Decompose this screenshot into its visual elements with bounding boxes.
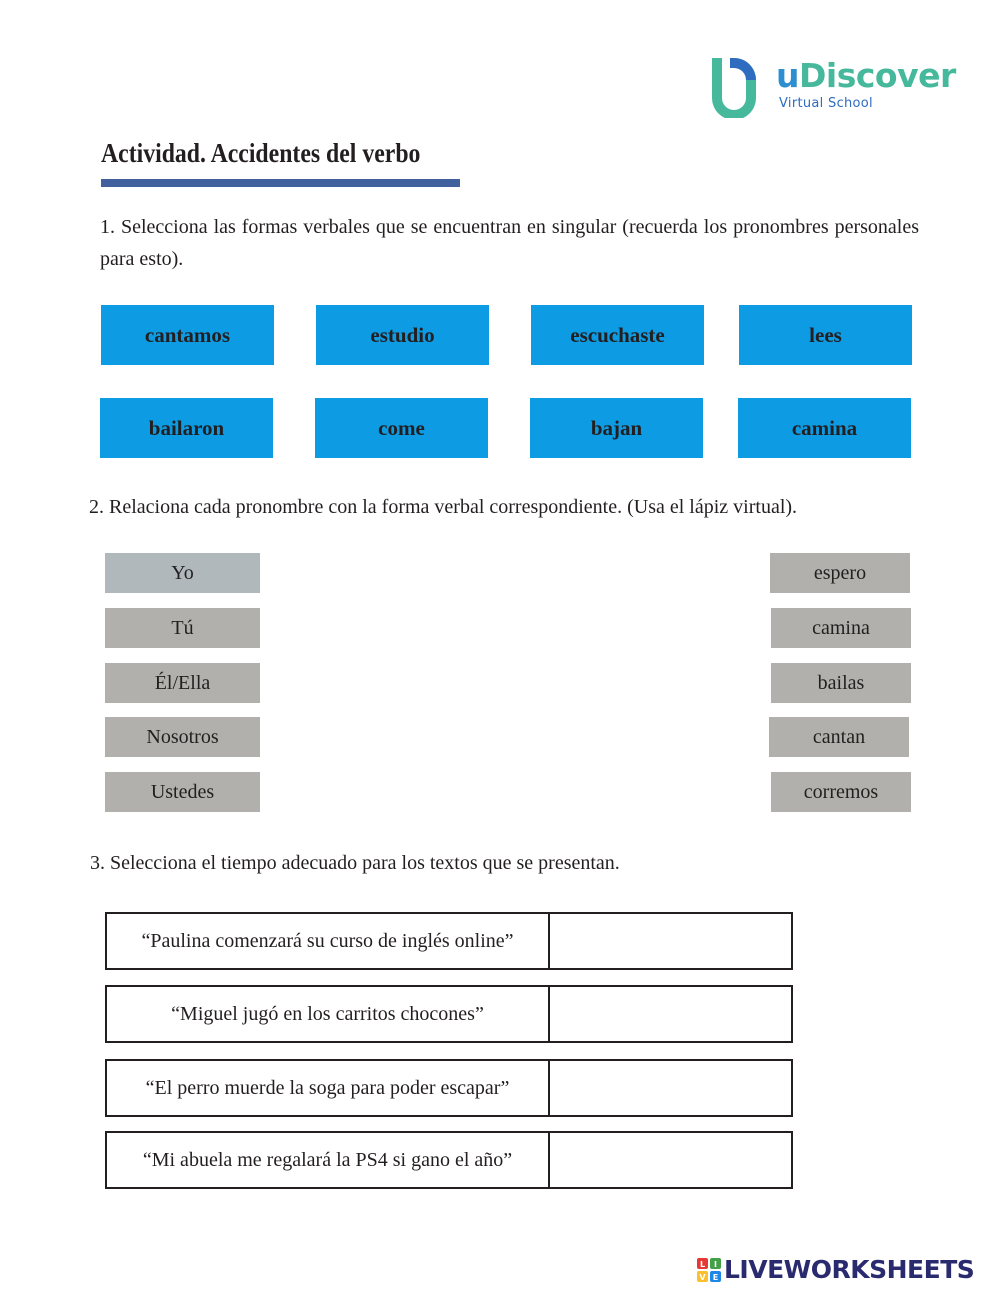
option-escuchaste[interactable]: escuchaste: [531, 305, 704, 365]
liveworksheets-text: LIVEWORKSHEETS: [724, 1255, 975, 1284]
svg-text:E: E: [712, 1273, 719, 1282]
question-2-text: 2. Relaciona cada pronombre con la forma verbal correspondiente. (Usa el lápiz virtual).: [89, 496, 798, 518]
question-3-text: 3. Selecciona el tiempo adecuado para los textos que se presentan.: [90, 852, 620, 874]
liveworksheets-badge-icon: [697, 1258, 721, 1282]
liveworksheets-logo: [697, 1255, 997, 1285]
verb-bailas[interactable]: bailas: [771, 663, 911, 703]
pronoun-ustedes[interactable]: Ustedes: [105, 772, 260, 812]
option-come[interactable]: come: [315, 398, 488, 458]
verb-corremos[interactable]: corremos: [771, 772, 911, 812]
udiscover-logo-name: uDiscover: [776, 56, 956, 95]
svg-text:I: I: [714, 1260, 717, 1269]
tense-sentence: “Mi abuela me regalará la PS4 si gano el año”: [107, 1133, 550, 1187]
option-bajan[interactable]: bajan: [530, 398, 703, 458]
udiscover-logo: [708, 56, 958, 122]
page-title: Actividad. Accidentes del verbo: [101, 138, 421, 168]
option-estudio[interactable]: estudio: [316, 305, 489, 365]
tense-sentence: “El perro muerde la soga para poder escapar”: [107, 1061, 550, 1115]
tense-select-field[interactable]: [550, 1061, 791, 1115]
pronoun-el-ella[interactable]: Él/Ella: [105, 663, 260, 703]
udiscover-logo-mark-icon: [708, 56, 758, 118]
tense-sentence: “Miguel jugó en los carritos chocones”: [107, 987, 550, 1041]
tense-select-field[interactable]: [550, 914, 791, 968]
udiscover-logo-subtitle: Virtual School: [779, 96, 873, 111]
tense-row: [105, 1059, 793, 1117]
option-bailaron[interactable]: bailaron: [100, 398, 273, 458]
option-cantamos[interactable]: cantamos: [101, 305, 274, 365]
verb-espero[interactable]: espero: [770, 553, 910, 593]
tense-row: [105, 985, 793, 1043]
tense-row: [105, 1131, 793, 1189]
tense-select-field[interactable]: [550, 1133, 791, 1187]
verb-cantan[interactable]: cantan: [769, 717, 909, 757]
option-camina[interactable]: camina: [738, 398, 911, 458]
title-underline: [101, 179, 460, 187]
pronoun-nosotros[interactable]: Nosotros: [105, 717, 260, 757]
option-lees[interactable]: lees: [739, 305, 912, 365]
pronoun-tu[interactable]: Tú: [105, 608, 260, 648]
svg-text:L: L: [699, 1260, 706, 1269]
question-1-text: 1. Selecciona las formas verbales que se encuentran en singular (recuerda los pronombres personales para esto).: [100, 216, 919, 270]
svg-text:V: V: [699, 1273, 706, 1282]
tense-sentence: “Paulina comenzará su curso de inglés online”: [107, 914, 550, 968]
pronoun-yo[interactable]: Yo: [105, 553, 260, 593]
tense-row: [105, 912, 793, 970]
verb-camina[interactable]: camina: [771, 608, 911, 648]
tense-select-field[interactable]: [550, 987, 791, 1041]
